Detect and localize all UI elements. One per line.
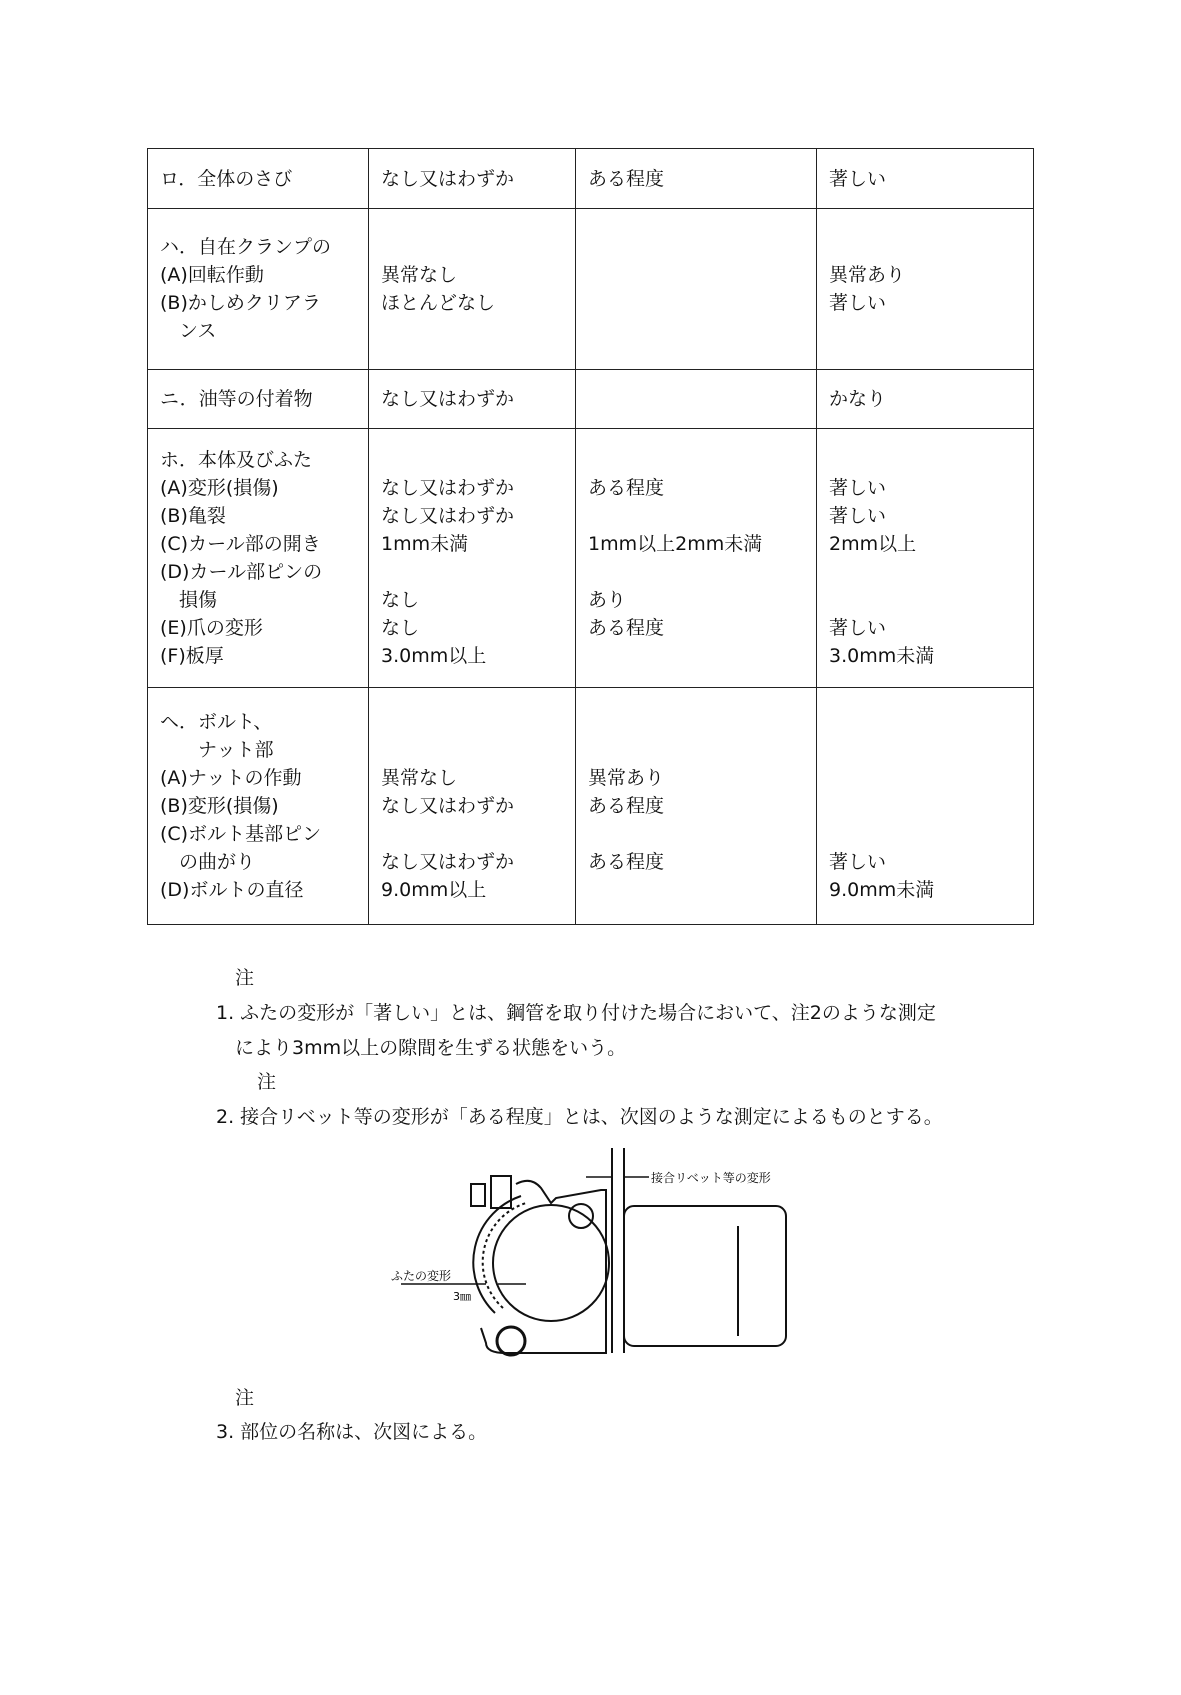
cell-line: の曲がり (160, 851, 256, 873)
criteria-cell (369, 209, 576, 370)
cell-line: (E)爪の変形 (160, 617, 263, 639)
note-3-text: 3. 部位の名称は、次図による。 (216, 1421, 488, 1443)
criteria-cell (817, 209, 1034, 370)
cell-line (829, 792, 1033, 820)
cell-line (381, 446, 575, 474)
cell-line: (C)ボルト基部ピン (160, 823, 322, 845)
cell-line: (A)変形(損傷) (160, 477, 279, 499)
item-cell (148, 149, 369, 209)
cell-line: (D)カール部ピンの (160, 561, 323, 583)
clamp-body-right (624, 1206, 786, 1346)
cell-line: ほとんどなし (381, 292, 496, 314)
cell-line: ある程度 (588, 795, 665, 817)
cell-line (381, 233, 575, 261)
item-cell (148, 370, 369, 429)
cell-line (381, 736, 575, 764)
cell-line: 異常あり (588, 767, 665, 789)
note-1-text: 1. ふたの変形が「著しい」とは、鋼管を取り付けた場合において、注2のような測定 (216, 1002, 936, 1024)
cell-line: なし (381, 589, 420, 611)
cell-line (829, 233, 1033, 261)
note-1-text-cont: により3mm以上の隙間を生ずる状態をいう。 (235, 1037, 627, 1059)
cell-line: 損傷 (160, 589, 218, 611)
cell-line: 著しい (829, 617, 887, 639)
cell-line: 1mm未満 (381, 533, 469, 555)
cell-line (588, 558, 816, 586)
cell-line: なし又はわずか (381, 505, 515, 527)
criteria-cell (817, 429, 1034, 688)
criteria-cell (369, 149, 576, 209)
cell-line (381, 708, 575, 736)
cell-line: 著しい (829, 167, 887, 190)
item-cell (148, 688, 369, 925)
cell-line: なし又はわずか (381, 388, 515, 410)
note-1-heading: 注 (235, 967, 255, 989)
cell-line: 著しい (829, 505, 887, 527)
table-row (148, 688, 1034, 925)
cell-line: 著しい (829, 851, 887, 873)
cell-line: ハ．自在クランプの (160, 236, 332, 258)
cell-line: (D)ボルトの直径 (160, 879, 304, 901)
cell-line (588, 820, 816, 848)
cell-line (381, 820, 575, 848)
cell-line (588, 502, 816, 530)
cell-line: なし又はわずか (381, 477, 515, 499)
criteria-cell (576, 370, 817, 429)
cell-line: (B)変形(損傷) (160, 795, 279, 817)
cell-line: (F)板厚 (160, 645, 224, 667)
cell-line (588, 642, 816, 670)
bolt-end (471, 1184, 485, 1206)
cell-line: なし又はわずか (381, 851, 515, 873)
cell-line (829, 764, 1033, 792)
cell-line (381, 317, 575, 345)
cell-line: 著しい (829, 477, 887, 499)
cell-line: ナット部 (160, 739, 274, 761)
criteria-cell (369, 370, 576, 429)
bolt-nut (491, 1176, 511, 1208)
criteria-cell (576, 429, 817, 688)
table-row (148, 429, 1034, 688)
cell-line (829, 736, 1033, 764)
criteria-cell (817, 149, 1034, 209)
cell-line: ある程度 (588, 851, 665, 873)
cell-line: 9.0mm未満 (829, 879, 935, 901)
cell-line (588, 385, 816, 413)
cell-line (829, 558, 1033, 586)
item-cell (148, 209, 369, 370)
rivet-deformation-figure (391, 1148, 791, 1366)
lid-deformation-label: ふたの変形 (391, 1269, 452, 1283)
cell-line (588, 233, 816, 261)
inspection-criteria-table (147, 148, 1034, 925)
cell-line: 異常なし (381, 767, 458, 789)
table-row (148, 209, 1034, 370)
cell-line: (B)かしめクリアラ (160, 292, 321, 314)
cell-line: 著しい (829, 292, 887, 314)
cell-line: かなり (829, 388, 887, 410)
cell-line: (B)亀裂 (160, 505, 226, 527)
cell-line: (C)カール部の開き (160, 533, 321, 555)
cell-line: ヘ．ボルト、 (160, 711, 273, 733)
cell-line: 1mm以上2mm未満 (588, 533, 763, 555)
rivet-bottom (497, 1327, 525, 1355)
cell-line: 3.0mm未満 (829, 645, 935, 667)
note-2-text: 2. 接合リベット等の変形が「ある程度」とは、次図のような測定によるものとする。 (216, 1106, 943, 1128)
cell-line (588, 708, 816, 736)
cell-line: あり (588, 589, 627, 611)
cell-line (829, 586, 1033, 614)
note-3-heading: 注 (235, 1387, 255, 1409)
cell-line: なし又はわずか (381, 795, 515, 817)
cell-line: 3.0mm以上 (381, 645, 487, 667)
cell-line: (A)ナットの作動 (160, 767, 302, 789)
rivet-deformation-label: 接合リベット等の変形 (651, 1171, 771, 1185)
cell-line: なし (381, 617, 420, 639)
cell-line (829, 317, 1033, 345)
criteria-cell (817, 370, 1034, 429)
criteria-cell (369, 688, 576, 925)
cell-line: (A)回転作動 (160, 264, 264, 286)
cell-line: ニ．油等の付着物 (160, 388, 313, 410)
cell-line (829, 820, 1033, 848)
cell-line: 異常なし (381, 264, 458, 286)
criteria-cell (817, 688, 1034, 925)
criteria-cell (576, 688, 817, 925)
cell-line (829, 708, 1033, 736)
cell-line: なし又はわずか (381, 167, 515, 190)
criteria-cell (576, 209, 817, 370)
rivet-top (569, 1204, 593, 1228)
table-row (148, 370, 1034, 429)
cell-line (381, 558, 575, 586)
cell-line (588, 736, 816, 764)
criteria-cell (576, 149, 817, 209)
cell-line (588, 446, 816, 474)
cell-line: 9.0mm以上 (381, 879, 487, 901)
criteria-cell (369, 429, 576, 688)
cell-line (588, 317, 816, 345)
cell-line: ある程度 (588, 477, 665, 499)
cell-line: ホ．本体及びふた (160, 449, 313, 471)
cell-line (829, 446, 1033, 474)
gap-3mm-label: 3㎜ (453, 1290, 471, 1303)
item-cell (148, 429, 369, 688)
cell-line (588, 876, 816, 904)
cell-line: 2mm以上 (829, 533, 917, 555)
cell-line: 異常あり (829, 264, 906, 286)
cell-line (588, 289, 816, 317)
cell-line: ロ．全体のさび (160, 167, 293, 190)
table-row (148, 149, 1034, 209)
cell-line: ある程度 (588, 617, 665, 639)
cell-line: ある程度 (588, 167, 665, 190)
cell-line: ンス (160, 320, 217, 342)
cell-line (588, 261, 816, 289)
note-2-heading: 注 (257, 1071, 277, 1093)
